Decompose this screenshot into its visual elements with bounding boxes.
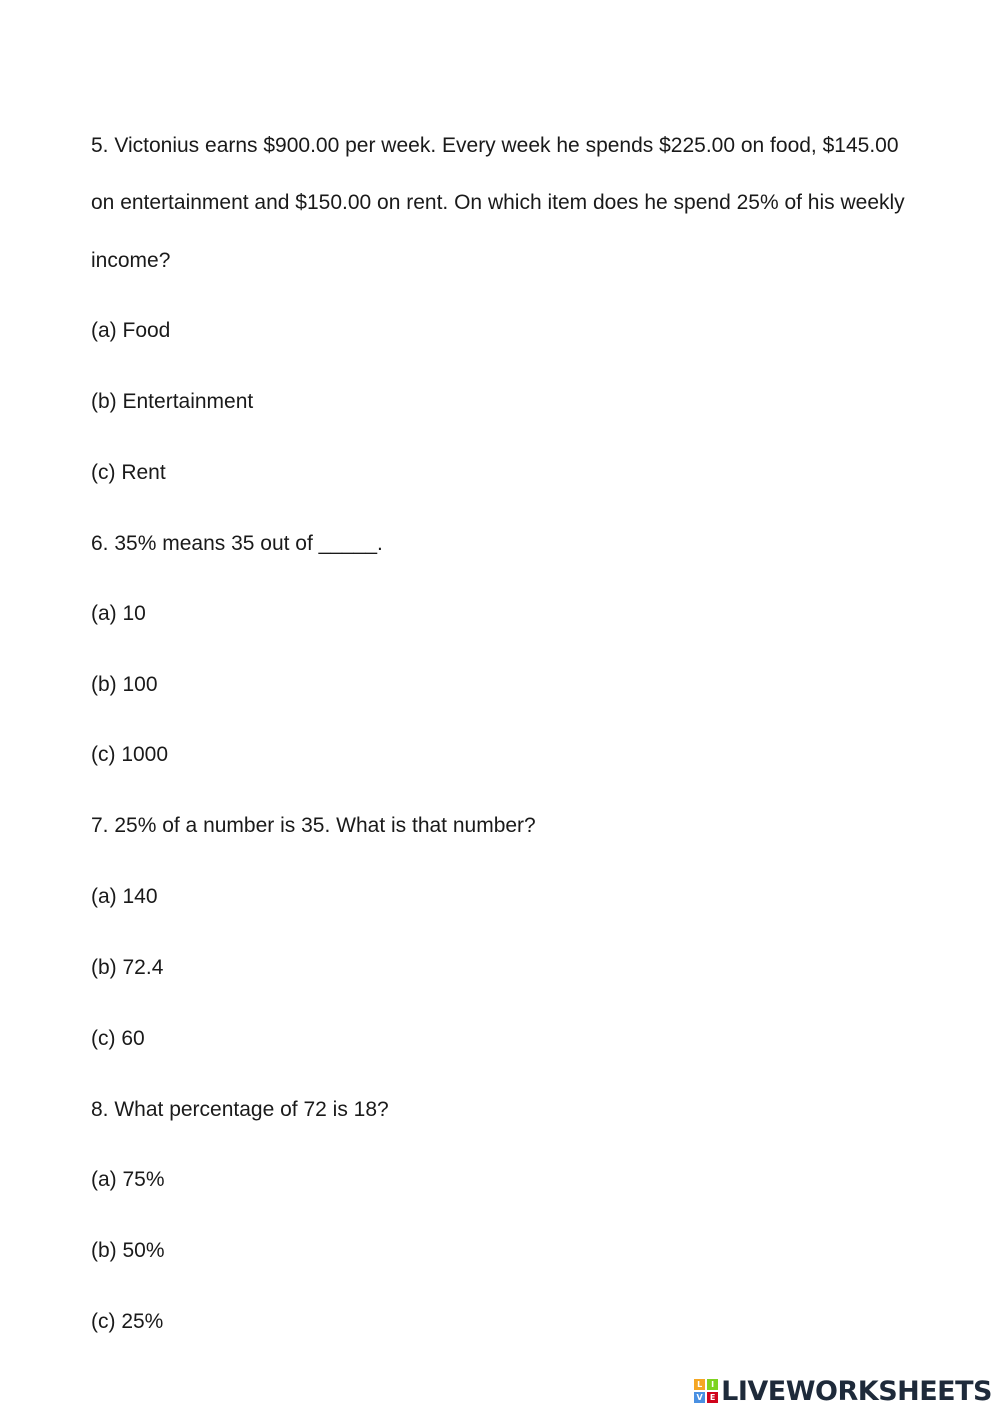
question-8-option-a[interactable]: (a) 75%	[91, 1168, 165, 1191]
question-5-text-line-3: income?	[91, 249, 171, 272]
question-6-option-c[interactable]: (c) 1000	[91, 743, 169, 766]
question-5-option-a[interactable]: (a) Food	[91, 319, 171, 342]
question-5-option-b[interactable]: (b) Entertainment	[91, 390, 254, 413]
logo-mark-square-3: V	[694, 1392, 705, 1403]
question-8-option-c[interactable]: (c) 25%	[91, 1310, 164, 1333]
liveworksheets-logo	[694, 1373, 992, 1409]
question-5-option-c[interactable]: (c) Rent	[91, 461, 166, 484]
question-5-text-line-2: on entertainment and $150.00 on rent. On which item does he spend 25% of his weekly	[91, 191, 905, 214]
logo-mark-square-1: L	[694, 1379, 705, 1390]
question-7-option-c[interactable]: (c) 60	[91, 1027, 145, 1050]
question-8-text: 8. What percentage of 72 is 18?	[91, 1098, 389, 1121]
question-5-text-line-1: 5. Victonius earns $900.00 per week. Every week he spends $225.00 on food, $145.00	[91, 134, 899, 157]
question-6-option-a[interactable]: (a) 10	[91, 602, 146, 625]
question-6-text: 6. 35% means 35 out of _____.	[91, 532, 383, 555]
logo-mark-square-4: E	[707, 1392, 718, 1403]
question-6-option-b[interactable]: (b) 100	[91, 673, 158, 696]
liveworksheets-logo-icon	[694, 1379, 718, 1403]
liveworksheets-logo-text: LIVEWORKSHEETS	[721, 1375, 992, 1407]
question-7-text: 7. 25% of a number is 35. What is that number?	[91, 814, 536, 837]
question-7-option-b[interactable]: (b) 72.4	[91, 956, 164, 979]
question-7-option-a[interactable]: (a) 140	[91, 885, 158, 908]
question-8-option-b[interactable]: (b) 50%	[91, 1239, 165, 1262]
logo-mark-square-2: I	[707, 1379, 718, 1390]
